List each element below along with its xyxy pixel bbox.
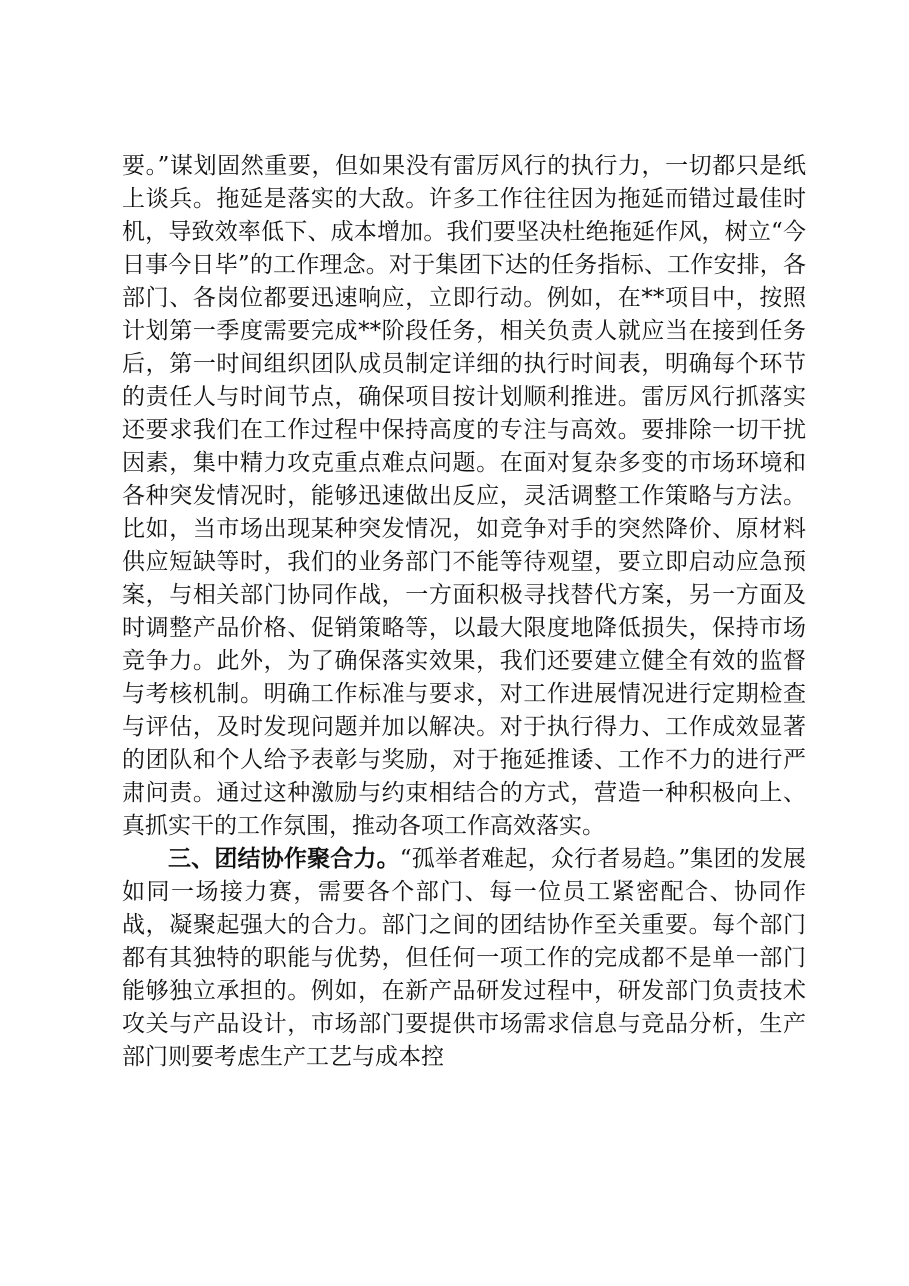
paragraph-text: 要。”谋划固然重要，但如果没有雷厉风行的执行力，一切都只是纸上谈兵。拖延是落实的大敌。许多工作往往因为拖延而错过最佳时机，导致效率低下、成本增加。我们要坚决杜绝拖延作风，树立“今日事今日毕”的工作理念。对于集团下达的任务指标、工作安排，各部门、各岗位都要迅速响应，立即行动。例如，在**项目中，按照计划第一季度需要完成**阶段任务，相关负责人就应当在接到任务后，第一时间组织团队成员制定详细的执行时间表，明确每个环节的责任人与时间节点，确保项目按计划顺利推进。雷厉风行抓落实还要求我们在工作过程中保持高度的专注与高效。要排除一切干扰因素，集中精力攻克重点难点问题。在面对复杂多变的市场环境和各种突发情况时，能够迅速做出反应，灵活调整工作策略与方法。比如，当市场出现某种突发情况，如竞争对手的突然降价、原材料供应短缺等时，我们的业务部门不能等待观望，要立即启动应急预案，与相关部门协同作战，一方面积极寻找替代方案，另一方面及时调整产品价格、促销策略等，以最大限度地降低损失，保持市场竞争力。此外，为了确保落实效果，我们还要建立健全有效的监督与考核机制。明确工作标准与要求，对工作进展情况进行定期检查与评估，及时发现问题并加以解决。对于执行得力、工作成效显著的团队和个人给予表彰与奖励，对于拖延推诿、工作不力的进行严肃问责。通过这种激励与约束相结合的方式，营造一种积极向上、真抓实干的工作氛围，推动各项工作高效落实。 <box>122 153 806 839</box>
document-page <box>122 150 806 1074</box>
section-heading: 三、团结协作聚合力。 <box>168 846 400 872</box>
section-paragraph <box>122 843 806 1074</box>
paragraph-text: “孤举者难起，众行者易趋。”集团的发展如同一场接力赛，需要各个部门、每一位员工紧密配合、协同作战，凝聚起强大的合力。部门之间的团结协作至关重要。每个部门都有其独特的职能与优势，但任何一项工作的完成都不是单一部门能够独立承担的。例如，在新产品研发过程中，研发部门负责技术攻关与产品设计，市场部门要提供市场需求信息与竞品分析，生产部门则要考虑生产工艺与成本控 <box>122 846 806 1070</box>
body-paragraph <box>122 150 806 843</box>
